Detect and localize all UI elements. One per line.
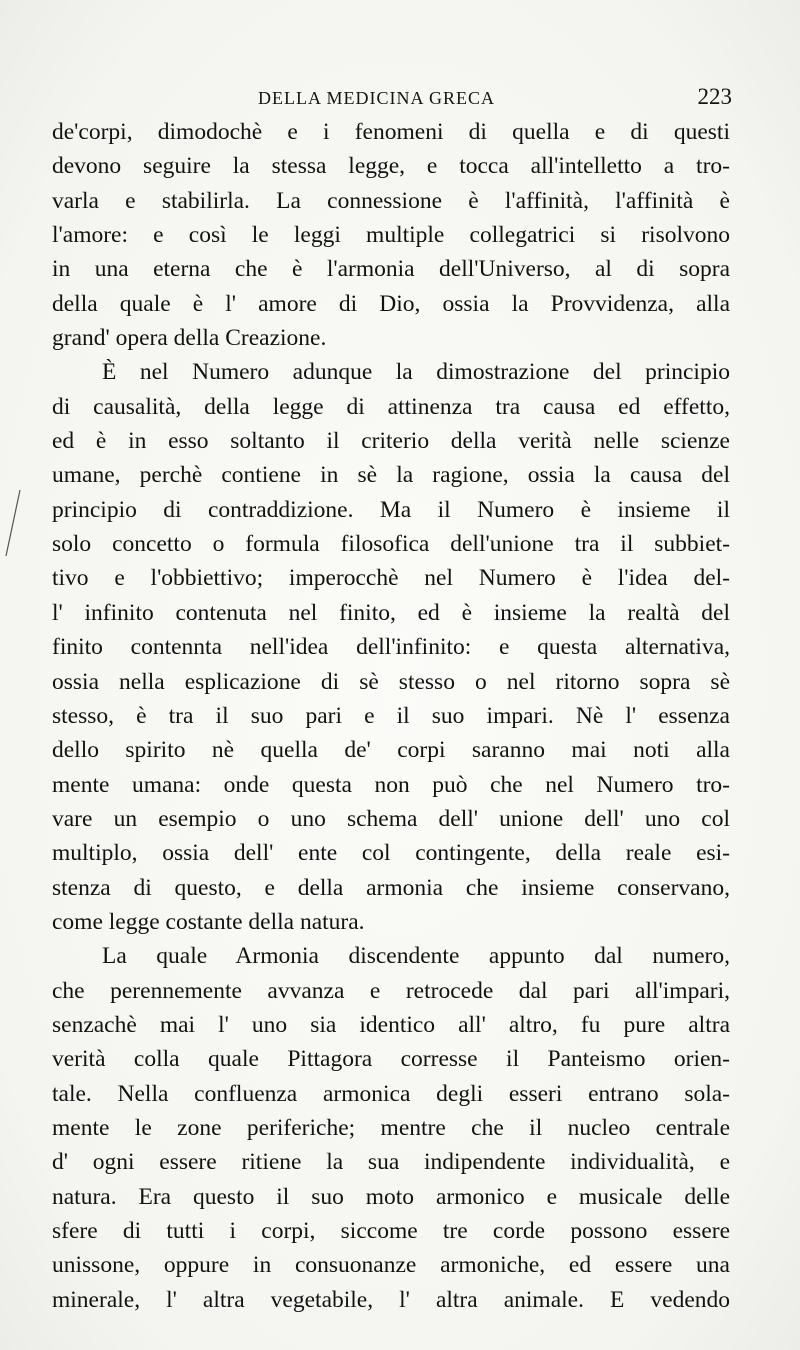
text-line: finito contennta nell'idea dell'infinito: e questa alternativa, bbox=[52, 634, 730, 661]
text-line: ed è in esso soltanto il criterio della verità nelle scienze bbox=[52, 428, 730, 455]
text-line: della quale è l' amore di Dio, ossia la Provvidenza, alla bbox=[52, 290, 730, 317]
text-line: devono seguire la stessa legge, e tocca all'intelletto a tro- bbox=[52, 153, 730, 180]
text-line: minerale, l' altra vegetabile, l' altra animale. E vedendo bbox=[52, 1286, 730, 1313]
text-line: varla e stabilirla. La connessione è l'affinità, l'affinità è bbox=[52, 187, 730, 214]
text-line: ossia nella esplicazione di sè stesso o nel ritorno sopra sè bbox=[52, 668, 730, 695]
text-line: dello spirito nè quella de' corpi saranno mai noti alla bbox=[52, 737, 730, 764]
page-number: 223 bbox=[697, 84, 732, 109]
text-line: unissone, oppure in consuonanze armoniche, ed essere una bbox=[52, 1252, 730, 1279]
text-line: tale. Nella confluenza armonica degli esseri entrano sola- bbox=[52, 1080, 730, 1107]
text-line: de'corpi, dimodochè e i fenomeni di quella e di questi bbox=[52, 119, 730, 145]
body-text bbox=[52, 115, 730, 1317]
text-line: vare un esempio o uno schema dell' unione dell' uno col bbox=[52, 805, 730, 832]
text-line: in una eterna che è l'armonia dell'Universo, al di sopra bbox=[52, 256, 730, 283]
text-line: La quale Armonia discendente appunto dal numero, bbox=[102, 943, 730, 970]
text-line: di causalità, della legge di attinenza tra causa ed effetto, bbox=[52, 393, 730, 420]
text-line: stenza di questo, e della armonia che insieme conservano, bbox=[52, 874, 730, 901]
text-line: È nel Numero adunque la dimostrazione del principio bbox=[102, 359, 730, 386]
text-line: come legge costante della natura. bbox=[52, 908, 365, 935]
text-line: verità colla quale Pittagora corresse il Panteismo orien- bbox=[52, 1046, 730, 1073]
text-line: natura. Era questo il suo moto armonico e musicale delle bbox=[52, 1183, 730, 1210]
running-title: DELLA MEDICINA GRECA bbox=[258, 88, 495, 108]
text-line: che perennemente avvanza e retrocede dal pari all'impari, bbox=[52, 977, 730, 1004]
text-line: d' ogni essere ritiene la sua indipendente individualità, e bbox=[52, 1149, 730, 1176]
text-line: sfere di tutti i corpi, siccome tre corde possono essere bbox=[52, 1218, 730, 1244]
text-line: senzachè mai l' uno sia identico all' altro, fu pure altra bbox=[52, 1011, 730, 1038]
text-line: solo concetto o formula filosofica dell'unione tra il subbiet- bbox=[52, 531, 730, 558]
text-line: multiplo, ossia dell' ente col contingente, della reale esi- bbox=[52, 840, 730, 867]
text-line: mente umana: onde questa non può che nel Numero tro- bbox=[52, 771, 730, 798]
text-line: principio di contraddizione. Ma il Numero è insieme il bbox=[52, 496, 730, 523]
text-line: l' infinito contenuta nel finito, ed è insieme la realtà del bbox=[52, 599, 730, 626]
text-line: grand' opera della Creazione. bbox=[52, 325, 327, 352]
text-line: mente le zone periferiche; mentre che il nucleo centrale bbox=[52, 1114, 730, 1141]
text-line: stesso, è tra il suo pari e il suo impari. Nè l' essenza bbox=[52, 702, 730, 729]
text-line: l'amore: e così le leggi multiple collegatrici si risolvono bbox=[52, 222, 730, 249]
margin-pencil-mark bbox=[2, 488, 24, 558]
text-line: tivo e l'obbiettivo; imperocchè nel Numero è l'idea del- bbox=[52, 565, 730, 592]
text-line: umane, perchè contiene in sè la ragione, ossia la causa del bbox=[52, 462, 730, 489]
